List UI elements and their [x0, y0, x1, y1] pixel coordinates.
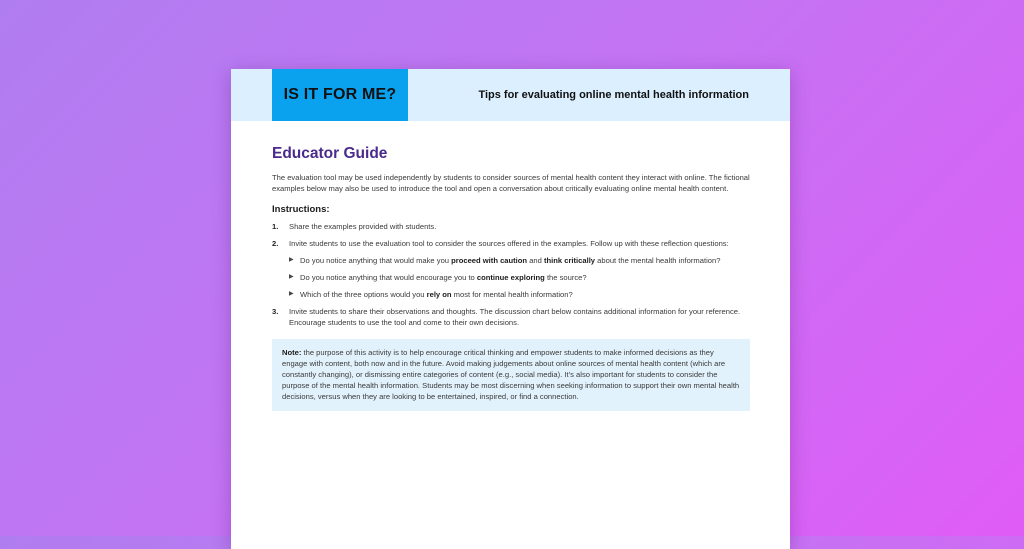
question-text-end: most for mental health information?: [451, 290, 573, 299]
note-box: [272, 339, 750, 411]
question-text-start: Do you notice anything that would encourage you to: [300, 273, 477, 282]
page-title: Educator Guide: [272, 145, 388, 162]
item-number: 3.: [272, 307, 279, 316]
triangle-bullet-icon: ▶: [289, 291, 294, 297]
header-subtitle: Tips for evaluating online mental health information: [478, 89, 749, 101]
triangle-bullet-icon: ▶: [289, 257, 294, 263]
instruction-item-1: [272, 221, 750, 232]
item-text: Invite students to use the evaluation tool to consider the sources offered in the examples. Follow up with these reflection questions:: [289, 239, 729, 248]
reflection-question-3: [272, 289, 750, 300]
question-text-start: Do you notice anything that would make you: [300, 256, 452, 265]
emphasis-text: continue exploring: [476, 273, 545, 282]
instruction-item-3: [272, 306, 750, 328]
instructions-heading: Instructions:: [272, 204, 330, 215]
emphasis-text: think critically: [543, 256, 596, 265]
document-page: [231, 69, 790, 549]
question-text-end: about the mental health information?: [595, 256, 721, 265]
reflection-question-1: [272, 255, 750, 266]
emphasis-text: rely on: [426, 290, 452, 299]
question-text-end: the source?: [544, 273, 587, 282]
note-text: the purpose of this activity is to help encourage critical thinking and empower students to make informed decisions as they engage with content, both now and in the future. Avoid making judgements about online sources of mental health content (which are constantly changing), or dismissing entire categories of content (e.g., social media). It’s also important for students to consider the purpose of the mental health information. Students may be most discerning when seeking information to support their own mental health decisions, versus when they are looking to be entertained, inspired, or find a connection.: [282, 348, 740, 401]
reflection-question-2: [272, 272, 750, 283]
item-text: Invite students to share their observations and thoughts. The discussion chart below contains additional information for your reference. Encourage students to use the tool and come to their own decisions.: [289, 307, 741, 327]
title-badge: IS IT FOR ME?: [272, 69, 408, 121]
instruction-item-2: [272, 238, 750, 300]
header-banner: [231, 69, 790, 121]
item-number: 1.: [272, 222, 279, 231]
intro-paragraph: The evaluation tool may be used independently by students to consider sources of mental health content they interact with online. The fictional examples below may also be used to introduce the tool and open a conversation about critically evaluating online mental health content.: [272, 173, 750, 193]
question-text-mid: and: [527, 256, 544, 265]
item-text: Share the examples provided with students.: [289, 222, 437, 231]
question-text-start: Which of the three options would you: [300, 290, 427, 299]
item-number: 2.: [272, 239, 279, 248]
triangle-bullet-icon: ▶: [289, 274, 294, 280]
note-label: Note:: [282, 348, 302, 357]
emphasis-text: proceed with caution: [451, 256, 528, 265]
document-content: [272, 145, 750, 411]
